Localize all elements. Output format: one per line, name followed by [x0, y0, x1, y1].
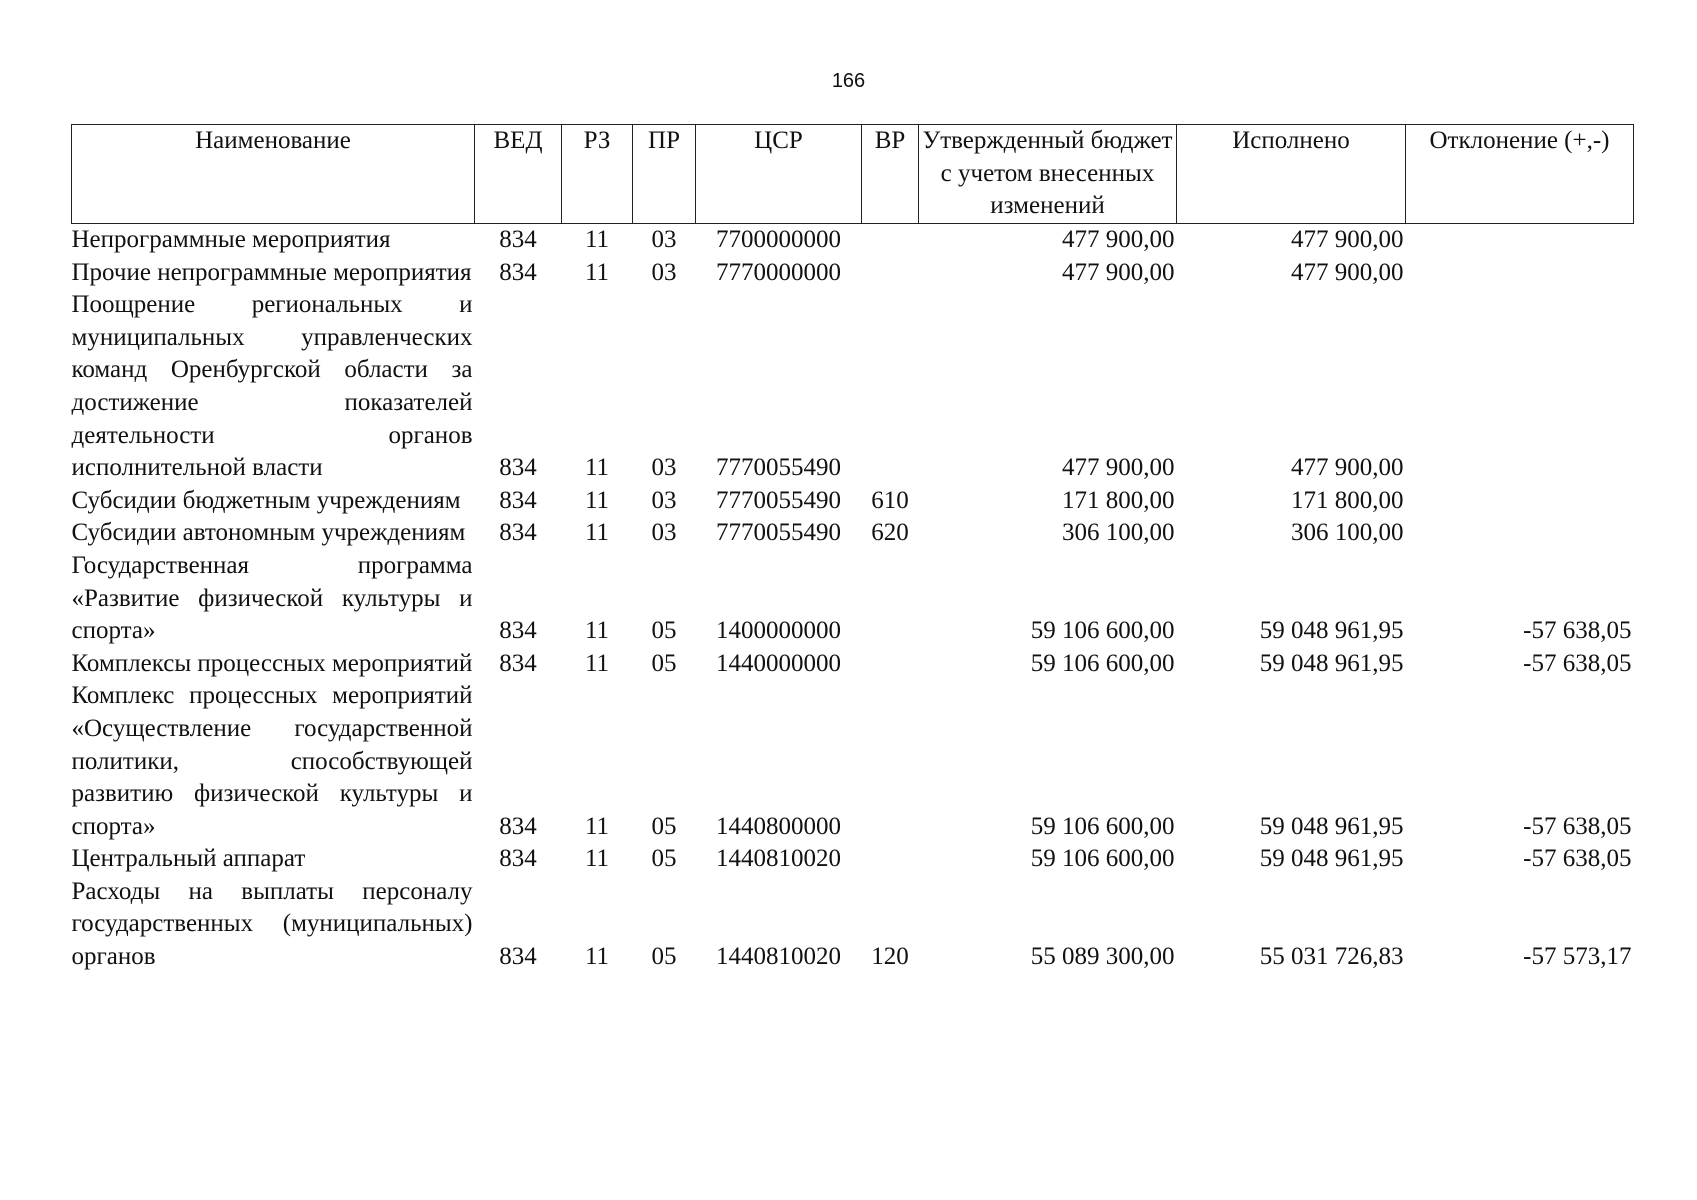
cell-csr: 1440810020 [716, 943, 841, 971]
cell-vr [862, 648, 919, 681]
cell-ved: 834 [499, 845, 537, 873]
table-row [72, 550, 1634, 648]
cell-pr: 05 [651, 845, 677, 873]
header-name: Наименование [72, 125, 475, 224]
cell-name: Государственная программа «Развитие физической культуры и спорта» [71, 551, 473, 645]
header-ved: ВЕД [475, 125, 562, 224]
cell-csr: 1440800000 [716, 812, 841, 840]
table-row [72, 289, 1634, 485]
cell-vr: 120 [871, 943, 909, 971]
table-row [72, 648, 1634, 681]
cell-vr [862, 550, 919, 648]
cell-ved: 834 [499, 812, 537, 840]
cell-rz: 11 [584, 845, 610, 873]
table-row [72, 876, 1634, 974]
cell-deviation [1406, 224, 1634, 257]
cell-ved: 834 [499, 258, 537, 286]
cell-rz: 11 [584, 454, 610, 482]
cell-pr: 05 [651, 649, 677, 677]
cell-executed: 55 031 726,83 [1259, 943, 1404, 971]
cell-vr [862, 680, 919, 843]
page-number: 166 [831, 70, 866, 92]
cell-name: Непрограммные мероприятия [71, 226, 391, 253]
cell-executed: 171 800,00 [1291, 486, 1404, 514]
cell-executed: 306 100,00 [1291, 519, 1404, 547]
cell-csr: 1440000000 [716, 649, 841, 677]
cell-rz: 11 [584, 486, 610, 514]
cell-pr: 05 [651, 812, 677, 840]
cell-csr: 7700000000 [716, 226, 841, 253]
header-approved: Утвержденный бюджет с учетом внесенных изменений [919, 125, 1177, 224]
cell-vr [862, 257, 919, 290]
cell-pr: 05 [651, 943, 677, 971]
cell-approved: 59 106 600,00 [1030, 845, 1175, 873]
table-row [72, 680, 1634, 843]
cell-approved: 55 089 300,00 [1030, 943, 1175, 971]
cell-pr: 05 [651, 617, 677, 645]
header-vr: ВР [862, 125, 919, 224]
cell-rz: 11 [584, 943, 610, 971]
cell-vr [862, 224, 919, 257]
cell-executed: 59 048 961,95 [1259, 617, 1404, 645]
cell-ved: 834 [499, 226, 537, 253]
cell-vr: 620 [871, 519, 909, 547]
cell-deviation [1406, 485, 1634, 518]
budget-execution-table [71, 124, 1634, 974]
cell-name: Центральный аппарат [71, 845, 306, 873]
table-row [72, 257, 1634, 290]
cell-approved: 306 100,00 [1062, 519, 1175, 547]
cell-pr: 03 [651, 226, 677, 253]
cell-ved: 834 [499, 943, 537, 971]
cell-approved: 59 106 600,00 [1030, 617, 1175, 645]
cell-vr [862, 843, 919, 876]
cell-csr: 7770055490 [716, 486, 841, 514]
cell-approved: 59 106 600,00 [1030, 649, 1175, 677]
cell-csr: 7770055490 [716, 454, 841, 482]
cell-pr: 03 [651, 486, 677, 514]
header-csr: ЦСР [696, 125, 862, 224]
cell-executed: 59 048 961,95 [1259, 649, 1404, 677]
table-row [72, 485, 1634, 518]
cell-deviation [1406, 517, 1634, 550]
cell-vr: 610 [871, 486, 909, 514]
cell-ved: 834 [499, 649, 537, 677]
cell-csr: 1440810020 [716, 845, 841, 873]
cell-deviation: -57 638,05 [1523, 617, 1632, 645]
table-header [72, 125, 1634, 224]
cell-executed: 477 900,00 [1291, 258, 1404, 286]
header-pr: ПР [633, 125, 696, 224]
cell-deviation [1406, 289, 1634, 485]
cell-name: Поощрение региональных и муниципальных управленческих команд Оренбургской области за достижение показателей деятельности органов исполнительной власти [71, 291, 473, 482]
cell-ved: 834 [499, 486, 537, 514]
cell-name: Субсидии бюджетным учреждениям [71, 486, 461, 514]
cell-rz: 11 [584, 226, 610, 253]
cell-name: Комплексы процессных мероприятий [71, 649, 473, 677]
cell-csr: 7770000000 [716, 258, 841, 286]
cell-ved: 834 [499, 454, 537, 482]
table-row [72, 843, 1634, 876]
cell-name: Комплекс процессных мероприятий «Осуществление государственной политики, способствующей развитию физической культуры и спорта» [71, 682, 473, 840]
cell-ved: 834 [499, 617, 537, 645]
cell-approved: 477 900,00 [1062, 454, 1175, 482]
header-deviation: Отклонение (+,-) [1406, 125, 1634, 224]
cell-rz: 11 [584, 258, 610, 286]
cell-rz: 11 [584, 649, 610, 677]
cell-executed: 59 048 961,95 [1259, 845, 1404, 873]
cell-deviation: -57 638,05 [1523, 812, 1632, 840]
cell-csr: 1400000000 [716, 617, 841, 645]
table-row [72, 224, 1634, 257]
cell-deviation: -57 638,05 [1523, 845, 1632, 873]
cell-pr: 03 [651, 258, 677, 286]
cell-deviation [1406, 257, 1634, 290]
cell-approved: 171 800,00 [1062, 486, 1175, 514]
cell-rz: 11 [584, 812, 610, 840]
cell-vr [862, 289, 919, 485]
cell-rz: 11 [584, 617, 610, 645]
cell-name: Прочие непрограммные мероприятия [71, 258, 472, 286]
cell-name: Субсидии автономным учреждениям [71, 519, 466, 547]
cell-ved: 834 [499, 519, 537, 547]
cell-name: Расходы на выплаты персоналу государственных (муниципальных) органов [71, 877, 473, 971]
cell-deviation: -57 573,17 [1523, 943, 1632, 971]
cell-approved: 59 106 600,00 [1030, 812, 1175, 840]
cell-pr: 03 [651, 519, 677, 547]
cell-rz: 11 [584, 519, 610, 547]
cell-pr: 03 [651, 454, 677, 482]
cell-executed: 477 900,00 [1291, 454, 1404, 482]
header-executed: Исполнено [1177, 125, 1406, 224]
table-body [72, 224, 1634, 974]
cell-approved: 477 900,00 [1062, 226, 1175, 253]
header-rz: РЗ [562, 125, 633, 224]
table-row [72, 517, 1634, 550]
cell-deviation: -57 638,05 [1523, 649, 1632, 677]
cell-executed: 59 048 961,95 [1259, 812, 1404, 840]
cell-csr: 7770055490 [716, 519, 841, 547]
cell-approved: 477 900,00 [1062, 258, 1175, 286]
cell-executed: 477 900,00 [1291, 226, 1404, 253]
